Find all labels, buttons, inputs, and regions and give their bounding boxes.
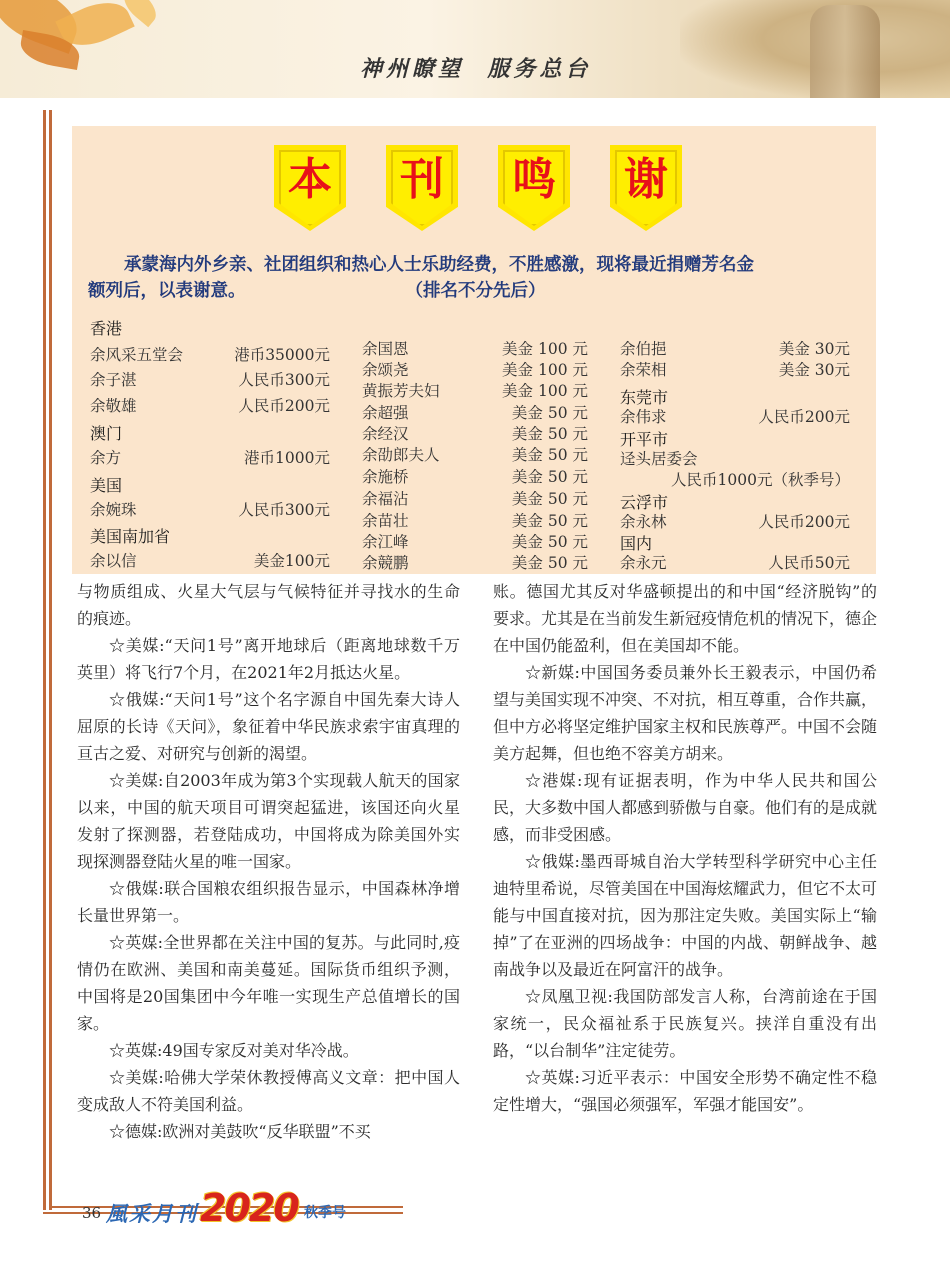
- paragraph: ☆新媒:中国国务委员兼外长王毅表示，中国仍希望与美国实现不冲突、不对抗，相互尊重，合作共赢，但中方必将坚定维护国家主权和民族尊严。中国不会随美方起舞，但也绝不容美方胡来。: [493, 663, 878, 763]
- intro-line2: 额列后，以表谢意。 （排名不分先后）: [88, 281, 546, 301]
- paragraph: ☆英媒:全世界都在关注中国的复苏。与此同时,疫情仍在欧洲、美国和南美蔓延。国际货币组织予测，中国将是20国集团中今年唯一实现生产总值增长的国家。: [77, 933, 460, 1033]
- banner-char: 谢: [624, 154, 668, 205]
- region-heading: 东莞市: [620, 388, 669, 407]
- donor-column-2: 余国恩 美金 100 元 余颂尧 美金 100 元 黄振芳夫妇 美金 100 元 余超强 美金 50 元 余经汉 美金 50 元 余劭郎夫人 美金 50 元 余施桥 美金 50 元 余福沾 美金 50 元 余苗壮 美金 50 元 余江峰 美金 50 元 余競鹏 美金 50 元: [362, 340, 588, 572]
- tree-trunk-decoration: [810, 5, 880, 98]
- region-heading: 美国南加省: [90, 527, 171, 546]
- donor-column-1: 香港 余风采五堂会 港币35000元 余子湛 人民币300元 余敬雄 人民币200元 澳门 余方 港币1000元 美国 余婉珠 人民币300元 美国南加省 余以信 美金100元: [90, 316, 330, 571]
- banner-char: 本: [288, 154, 332, 205]
- region-heading: 澳门: [90, 424, 123, 443]
- paragraph: 与物质组成、火星大气层与气候特征并寻找水的生命的痕迹。: [77, 582, 460, 628]
- issue-year: 2020: [200, 1186, 298, 1230]
- page-header: [0, 0, 950, 98]
- paragraph: ☆英媒:习近平表示：中国安全形势不确定性不稳定性增大，“强国必须强军，军强才能国安”。: [493, 1068, 877, 1114]
- region-heading: 国内: [620, 534, 653, 553]
- header-title: 神州瞭望 服务总台: [360, 57, 592, 82]
- paragraph: ☆英媒:49国专家反对美对华冷战。: [109, 1041, 359, 1060]
- intro-text: [88, 252, 878, 304]
- paragraph: ☆美媒:自2003年成为第3个实现载人航天的国家以来，中国的航天项目可谓突起猛进，该国还向火星发射了探测器，若登陆成功，中国将成为除美国外实现探测器登陆火星的唯一国家。: [77, 771, 460, 871]
- paragraph: ☆凤凰卫视:我国防部发言人称，台湾前途在于国家统一，民众福祉系于民族复兴。挟洋自重没有出路，“以台制华”注定徒劳。: [493, 987, 877, 1060]
- page-number: 36: [82, 1204, 102, 1222]
- magazine-name: 風采月刊: [106, 1201, 198, 1226]
- intro-line: 承蒙海内外乡亲、社团组织和热心人士乐助经费，不胜感激，现将最近捐赠芳名金: [124, 255, 754, 275]
- left-border-line: [43, 110, 46, 1210]
- article-right-column: [493, 578, 877, 1118]
- paragraph: ☆俄媒:墨西哥城自治大学转型科学研究中心主任迪特里希说，尽管美国在中国海炫耀武力，但它不太可能与中国直接对抗，因为那注定失败。美国实际上“输掉”了在亚洲的四场战争：中国的内战、朝鲜战争、越南战争以及最近在阿富汗的战争。: [493, 852, 878, 979]
- paragraph: ☆德媒:欧洲对美鼓吹“反华联盟”不买: [109, 1122, 371, 1141]
- region-heading: 美国: [90, 476, 123, 495]
- paragraph: 账。德国尤其反对华盛顿提出的和中国“经济脱钩”的要求。尤其是在当前发生新冠疫情危机的情况下，德企在中国仍能盈利，但在美国却不能。: [493, 582, 878, 655]
- paragraph: ☆俄媒:“天问1号”这个名字源自中国先秦大诗人屈原的长诗《天问》，象征着中华民族求索宇宙真理的亘古之爱、对研究与创新的渴望。: [77, 690, 460, 763]
- intro-note: （排名不分先后）: [405, 281, 546, 301]
- banner-pennant: [498, 145, 570, 231]
- banner-pennant: [386, 145, 458, 231]
- banner-pennant: [610, 145, 682, 231]
- issue-season: 秋季号: [304, 1205, 346, 1221]
- banner-char: 鸣: [512, 154, 556, 205]
- left-border-line: [49, 110, 52, 1210]
- region-heading: 云浮市: [620, 493, 669, 512]
- paragraph: ☆港媒:现有证据表明，作为中华人民共和国公民，大多数中国人都感到骄傲与自豪。他们有的是成就感，而非受困感。: [493, 771, 878, 844]
- banner-pennant: [274, 145, 346, 231]
- donor-column-3: 余伯挹 美金 30元 余荣相 美金 30元 东莞市 余伟求 人民币200元 开平市 迳头居委会 人民币1000元（秋季号） 云浮市 余永林 人民币200元 国内 余永元 人民币50元: [620, 340, 850, 572]
- banner-char: 刊: [400, 154, 444, 205]
- region-heading: 开平市: [620, 430, 669, 449]
- paragraph: ☆美媒:哈佛大学荣休教授傅高义文章：把中国人变成敌人不符美国利益。: [77, 1068, 460, 1114]
- paragraph: ☆美媒:“天问1号”离开地球后（距离地球数千万英里）将飞行7个月，在2021年2月抵达火星。: [77, 636, 460, 682]
- region-heading: 香港: [90, 319, 123, 338]
- paragraph: ☆俄媒:联合国粮农组织报告显示，中国森林净增长量世界第一。: [77, 879, 460, 925]
- article-left-column: [77, 578, 460, 1145]
